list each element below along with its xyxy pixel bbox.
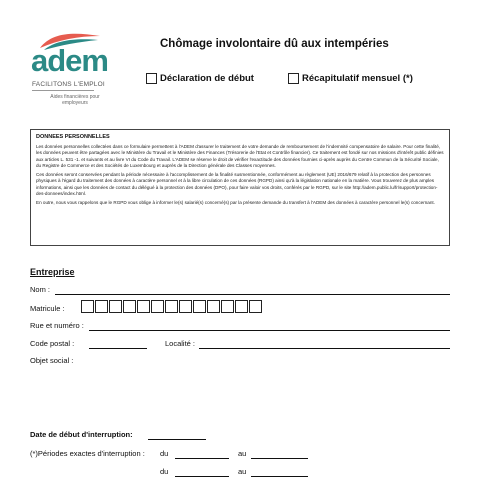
code-postal-label: Code postal :	[30, 339, 75, 348]
periode-2-du-label: du	[160, 467, 169, 476]
matricule-digit-box[interactable]	[249, 300, 262, 313]
recapitulatif-mensuel-checkbox[interactable]	[288, 73, 299, 84]
recapitulatif-mensuel-label: Récapitulatif mensuel (*)	[302, 73, 413, 84]
periode-1-au-field[interactable]	[251, 458, 308, 459]
periode-1-du-field[interactable]	[175, 458, 229, 459]
matricule-digit-box[interactable]	[165, 300, 178, 313]
periode-2-du-field[interactable]	[175, 476, 229, 477]
matricule-label: Matricule :	[30, 304, 65, 313]
matricule-digit-box[interactable]	[151, 300, 164, 313]
logo-subtitle: Aides financières pour employeurs	[50, 94, 100, 106]
logo-tagline: FACILITONS L'EMPLOI	[32, 81, 105, 88]
adem-logo	[31, 30, 121, 110]
rue-field[interactable]	[89, 330, 450, 331]
option-declaration-debut[interactable]	[146, 73, 254, 84]
matricule-digit-box[interactable]	[207, 300, 220, 313]
matricule-field[interactable]	[81, 300, 263, 313]
code-postal-field[interactable]	[89, 348, 147, 349]
matricule-digit-box[interactable]	[221, 300, 234, 313]
data-privacy-paragraph: Les données personnelles collectées dans ce formulaire permettent à l'ADEM d'assurer le traitement de votre demande de remboursement de l'indemnité compensatoire de salaire. Pour cette finalité, les données peuvent être partagées avec le Ministère du Travail et le Ministère des Finances (Trésorerie de l'Etat et Contrôle financier). Ce traitement est fondé sur nos missions d'intérêt public définies aux articles L. 531 -1. et suivants et au livre VI du Code du Travail. L'ADEM se réserve le droit de vérifier l'exactitude des données fournies ci-après auprès du Centre Commun de la Sécurité Sociale, du Registre de Commerce et des Sociétés de Luxembourg et auprès de la Direction générale des Classes moyennes.	[36, 144, 444, 168]
periode-2-au-label: au	[238, 467, 247, 476]
logo-wordmark: adem	[31, 43, 108, 78]
matricule-digit-box[interactable]	[235, 300, 248, 313]
nom-field[interactable]	[55, 294, 450, 295]
localite-field[interactable]	[199, 348, 450, 349]
entreprise-section-title: Entreprise	[30, 267, 75, 277]
data-privacy-box	[30, 129, 450, 246]
matricule-digit-box[interactable]	[109, 300, 122, 313]
matricule-digit-box[interactable]	[123, 300, 136, 313]
logo-divider	[32, 90, 94, 91]
matricule-digit-box[interactable]	[193, 300, 206, 313]
matricule-digit-box[interactable]	[137, 300, 150, 313]
matricule-digit-box[interactable]	[81, 300, 94, 313]
form-title: Chômage involontaire dû aux intempéries	[160, 38, 389, 50]
periodes-label: (*)Périodes exactes d'interruption :	[30, 449, 145, 458]
periode-1-du-label: du	[160, 449, 169, 458]
option-recapitulatif-mensuel[interactable]	[288, 73, 413, 84]
data-privacy-title: DONNEES PERSONNELLES	[36, 134, 110, 140]
declaration-debut-checkbox[interactable]	[146, 73, 157, 84]
nom-label: Nom :	[30, 285, 51, 294]
data-privacy-paragraph: Ces données seront conservées pendant la période nécessaire à l'accomplissement de la finalité susmentionnée, conformément au règlement (UE) 2016/679 relatif à la protection des personnes physiques à l'égard du traitement des données à caractère personnel et à la libre circulation de ces données (RGPD) ainsi qu'à la législation nationale en la matière. Vous trouverez de plus amples informations, ainsi que les données de contact du délégué à la protection des données (DPO), pour faire valoir vos droits, conférés par le RGPD, sur le site http://adem.public.lu/fr/support/protection-des-donnees/index.html.	[36, 172, 438, 197]
localite-label: Localité :	[165, 339, 196, 348]
rue-label: Rue et numéro :	[30, 321, 84, 330]
date-debut-field[interactable]	[148, 439, 206, 440]
matricule-digit-box[interactable]	[179, 300, 192, 313]
objet-social-label: Objet social :	[30, 356, 74, 365]
matricule-digit-box[interactable]	[95, 300, 108, 313]
periode-2-au-field[interactable]	[251, 476, 308, 477]
data-privacy-paragraph: En outre, nous vous rappelons que le RGPD vous oblige à informer le(s) salarié(s) concerné(s) par la présente demande du transfert à l'ADEM des données à caractère personnel le(s) concernant.	[36, 200, 435, 206]
periode-1-au-label: au	[238, 449, 247, 458]
declaration-debut-label: Déclaration de début	[160, 73, 254, 84]
date-debut-label: Date de début d'interruption:	[30, 430, 133, 439]
